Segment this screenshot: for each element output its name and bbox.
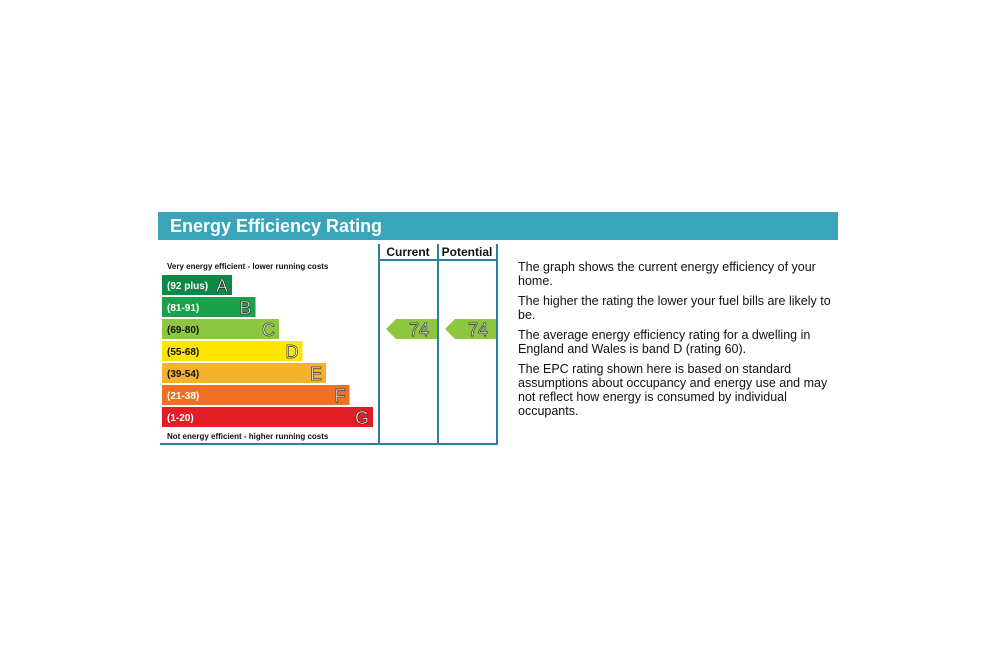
band-letter: B bbox=[239, 298, 252, 318]
description-paragraph: The EPC rating shown here is based on standard assumptions about occupancy and energy use and may not reflect how energy is consumed by individual occupants. bbox=[518, 362, 828, 418]
band-range-label: (92 plus) bbox=[167, 281, 209, 292]
bottom-note: Not energy efficient - higher running costs bbox=[167, 432, 329, 441]
band-letter: E bbox=[309, 364, 322, 384]
band-range-label: (1-20) bbox=[167, 413, 194, 424]
indicators-group bbox=[386, 319, 496, 340]
band-range-label: (55-68) bbox=[167, 347, 200, 358]
column-header-potential: Potential bbox=[441, 245, 493, 259]
top-note: Very energy efficient - lower running costs bbox=[167, 262, 329, 271]
band-letter: F bbox=[334, 386, 346, 406]
column-header-current: Current bbox=[386, 245, 430, 259]
current-rating-value: 74 bbox=[408, 320, 430, 340]
band-range-label: (81-91) bbox=[167, 303, 200, 314]
description-paragraph: The higher the rating the lower your fuel bills are likely to be. bbox=[518, 294, 831, 322]
page-title: Energy Efficiency Rating bbox=[170, 216, 383, 236]
bands-group bbox=[162, 275, 373, 428]
potential-rating-value: 74 bbox=[467, 320, 489, 340]
description-paragraph: The graph shows the current energy efficiency of your home. bbox=[518, 260, 816, 288]
band-letter: D bbox=[285, 342, 299, 362]
description bbox=[518, 260, 838, 424]
band-letter: A bbox=[215, 276, 228, 296]
band-range-label: (69-80) bbox=[167, 325, 200, 336]
band-range-label: (21-38) bbox=[167, 391, 200, 402]
band-letter: G bbox=[354, 408, 369, 428]
description-paragraph: The average energy efficiency rating for a dwelling in England and Wales is band D (rating 60). bbox=[518, 328, 811, 356]
band-range-label: (39-54) bbox=[167, 369, 200, 380]
band-letter: C bbox=[262, 320, 275, 340]
